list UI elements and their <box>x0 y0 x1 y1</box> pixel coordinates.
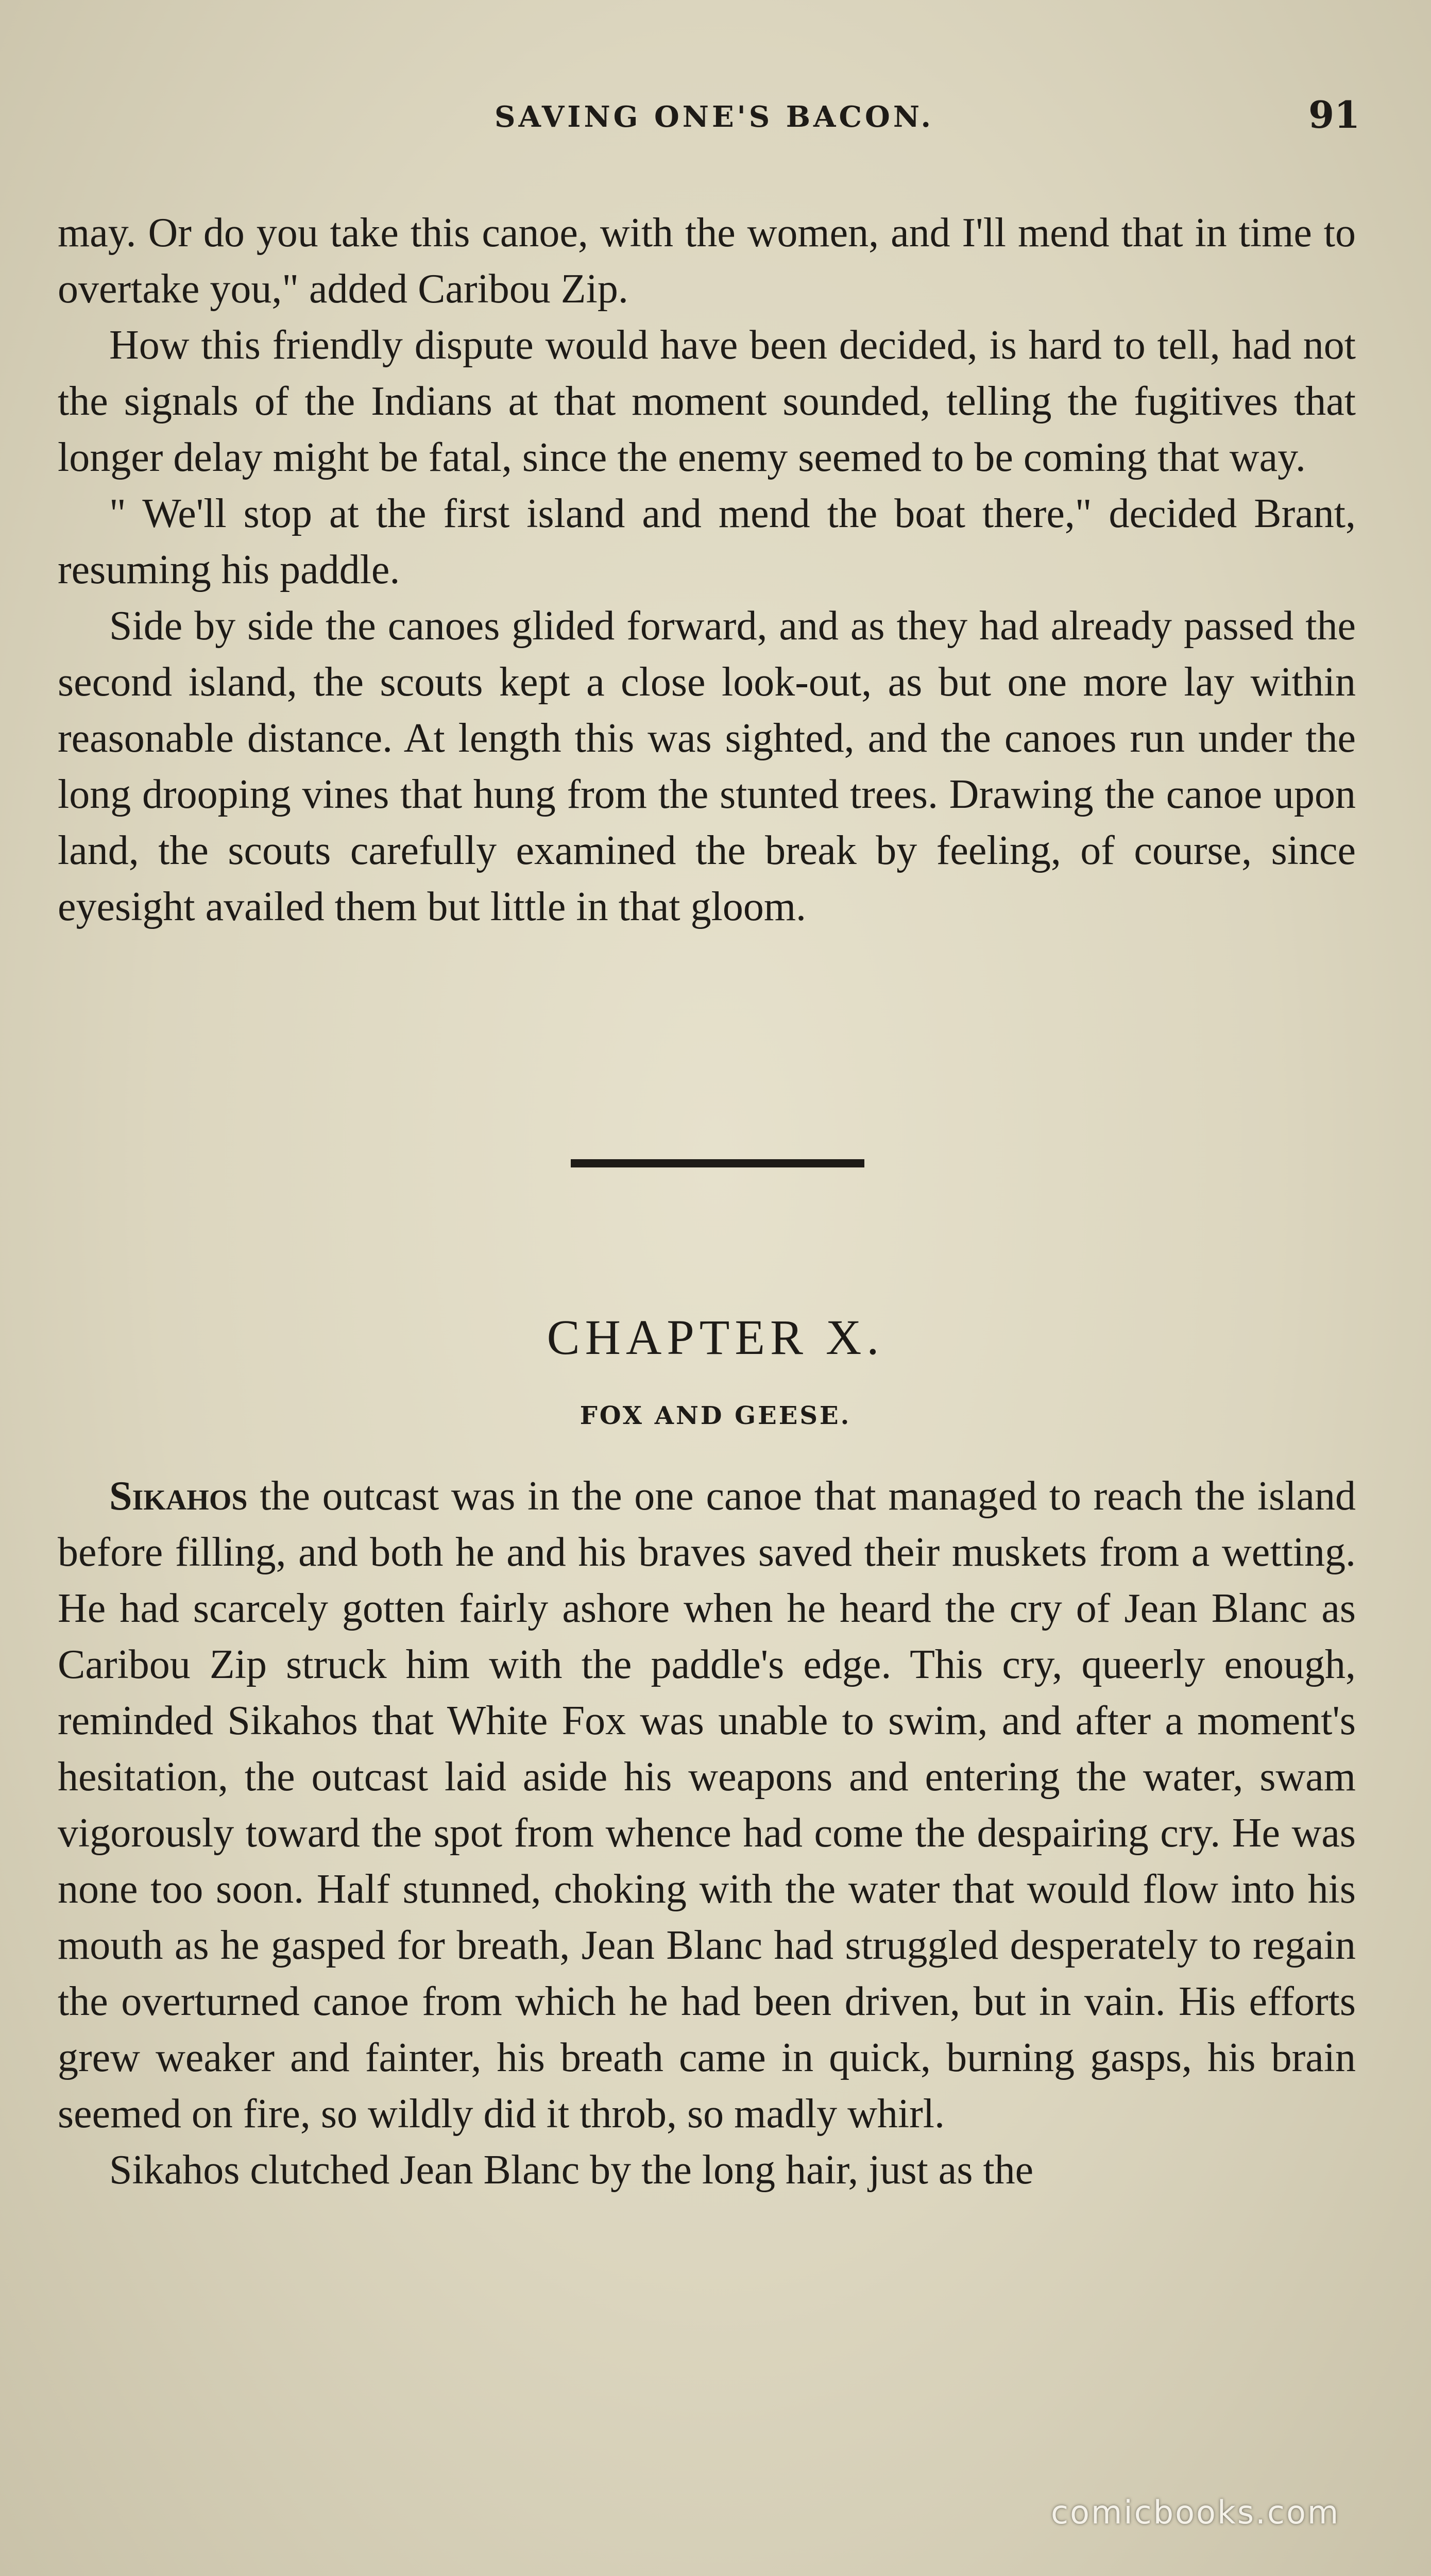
paragraph: Side by side the canoes glided forward, and as they had already passed the second island, the scouts kept a close look-out, as but one more lay within reasonable distance. At length this was sighted, and the canoes run under the long drooping vines that hung from the stunted trees. Drawing the canoe upon land, the scouts carefully examined the break by feeling, of course, since eyesight availed them but little in that gloom. <box>58 603 1356 929</box>
running-head-title: SAVING ONE'S BACON. <box>495 100 934 134</box>
text-block-bottom <box>58 1468 1356 2198</box>
paragraph: " We'll stop at the first island and mend the boat there," decided Brant, resuming his paddle. <box>58 491 1356 592</box>
paragraph: Sikahos clutched Jean Blanc by the long hair, just as the <box>109 2147 1034 2193</box>
lead-word: Sikahos <box>109 1473 248 1519</box>
text-block-top <box>58 205 1356 935</box>
page-number: 91 <box>1308 93 1360 137</box>
paragraph: How this friendly dispute would have been decided, is hard to tell, had not the signals of the Indians at that moment sounded, telling the fugitives that longer delay might be fatal, since the enemy seemed to be coming that way. <box>58 323 1356 480</box>
chapter-subtitle: FOX AND GEESE. <box>580 1401 851 1430</box>
paragraph: may. Or do you take this canoe, with the women, and I'll mend that in time to overtake you," added Caribou Zip. <box>58 210 1356 312</box>
chapter-title: CHAPTER X. <box>547 1310 884 1365</box>
section-divider <box>571 1159 864 1167</box>
paragraph <box>58 1468 1356 2142</box>
running-head <box>0 93 1431 149</box>
paragraph-body: the outcast was in the one canoe that managed to reach the island before filling, and both he and his braves saved their muskets from a wetting. He had scarcely gotten fairly ashore when he heard the cry of Jean Blanc as Caribou Zip struck him with the paddle's edge. This cry, queerly enough, reminded Sikahos that White Fox was unable to swim, and after a moment's hesitation, the outcast laid aside his weapons and entering the water, swam vigorously toward the spot from whence had come the despairing cry. He was none too soon. Half stunned, choking with the water that would flow into his mouth as he gasped for breath, Jean Blanc had struggled desperately to regain the overturned canoe from which he had been driven, but in vain. His efforts grew weaker and fainter, his breath came in quick, burning gasps, his brain seemed on fire, so wildly did it throb, so madly whirl. <box>58 1473 1356 2137</box>
site-watermark: comicbooks.com <box>1051 2494 1340 2531</box>
